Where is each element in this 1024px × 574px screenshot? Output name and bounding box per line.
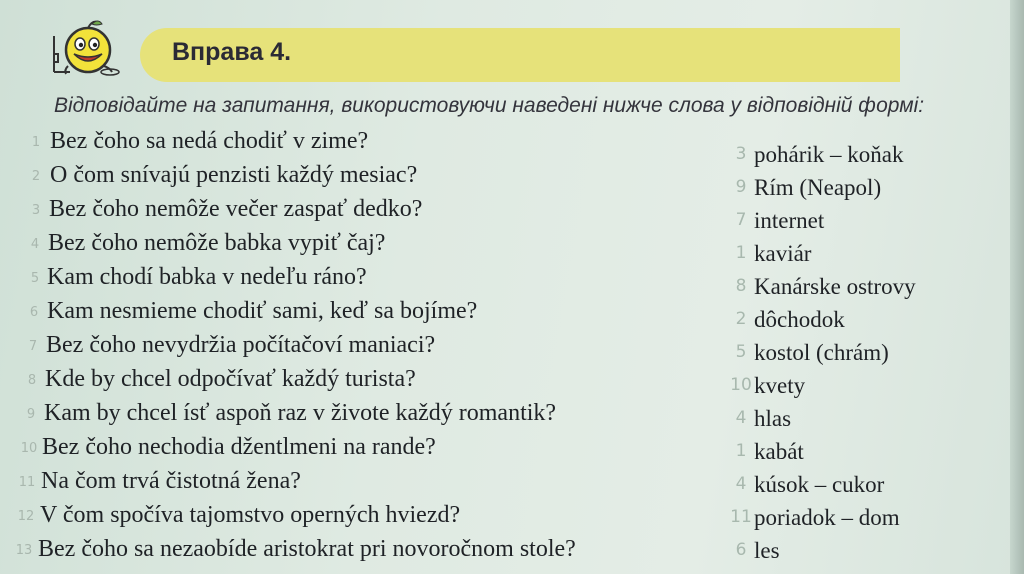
answer-text: kvety	[754, 373, 806, 398]
question-text: Bez čoho nemôže babka vypiť čaj?	[48, 230, 386, 256]
answer-text: poriadok – dom	[754, 505, 900, 530]
question-text: Bez čoho sa nezaobíde aristokrat pri novoročnom stole?	[38, 536, 576, 562]
answer-text: kaviár	[754, 241, 812, 266]
answer-number: 4	[735, 408, 747, 428]
answer-number: 2	[735, 309, 747, 329]
answer-number: 5	[735, 342, 747, 362]
answer-text: pohárik – koňak	[754, 142, 904, 167]
answer-text: Rím (Neapol)	[754, 175, 882, 200]
question-number: 7	[28, 339, 38, 354]
question-text: Kam chodí babka v nedeľu ráno?	[47, 264, 367, 290]
question-text: Na čom trvá čistotná žena?	[41, 468, 301, 494]
question-number: 4	[30, 237, 40, 252]
answer-text: kabát	[754, 439, 804, 464]
question-number: 1	[31, 135, 41, 150]
answer-number: 10	[730, 375, 752, 395]
question-text: Kam nesmieme chodiť sami, keď sa bojíme?	[47, 298, 478, 324]
question-text: Bez čoho nemôže večer zaspať dedko?	[49, 196, 423, 222]
smiley-mascot-icon	[48, 14, 128, 84]
question-number: 12	[17, 509, 35, 524]
question-number: 2	[31, 169, 41, 184]
answer-number: 3	[735, 144, 747, 164]
question-number: 6	[29, 305, 39, 320]
answer-number: 8	[735, 276, 747, 296]
answer-number: 6	[735, 540, 747, 560]
answer-text: internet	[754, 208, 825, 233]
answer-text: Kanárske ostrovy	[754, 274, 916, 299]
answer-number: 4	[735, 474, 747, 494]
answer-text: hlas	[754, 406, 792, 431]
page-edge	[1010, 0, 1024, 574]
answer-text: kostol (chrám)	[754, 340, 889, 365]
answer-text: kúsok – cukor	[754, 472, 885, 497]
answer-number: 1	[735, 243, 747, 263]
question-number: 3	[31, 203, 41, 218]
question-text: O čom snívajú penzisti každý mesiac?	[50, 162, 418, 188]
question-text: Kde by chcel odpočívať každý turista?	[45, 366, 416, 392]
answer-number: 9	[735, 177, 747, 197]
question-number: 11	[18, 475, 36, 490]
question-number: 8	[27, 373, 37, 388]
answer-number: 1	[735, 441, 747, 461]
question-text: Bez čoho nevydržia počítačoví maniaci?	[46, 332, 436, 358]
question-number: 9	[26, 407, 36, 422]
question-number: 10	[20, 441, 38, 456]
question-text: Bez čoho sa nedá chodiť v zime?	[50, 128, 369, 154]
exercise-title: Вправа 4.	[172, 38, 292, 66]
question-text: V čom spočíva tajomstvo operných hviezd?	[40, 502, 461, 528]
question-text: Bez čoho nechodia džentlmeni na rande?	[42, 434, 436, 460]
question-number: 5	[30, 271, 40, 286]
answer-text: dôchodok	[754, 307, 845, 332]
question-text: Kam by chcel ísť aspoň raz v živote každý romantik?	[44, 400, 557, 426]
answer-number: 11	[730, 507, 752, 527]
question-number: 13	[15, 543, 33, 558]
answer-text: les	[754, 538, 780, 563]
exercise-instruction: Відповідайте на запитання, використовуючи наведені нижче слова у відповідній формі:	[54, 94, 925, 117]
answer-number: 7	[735, 210, 747, 230]
